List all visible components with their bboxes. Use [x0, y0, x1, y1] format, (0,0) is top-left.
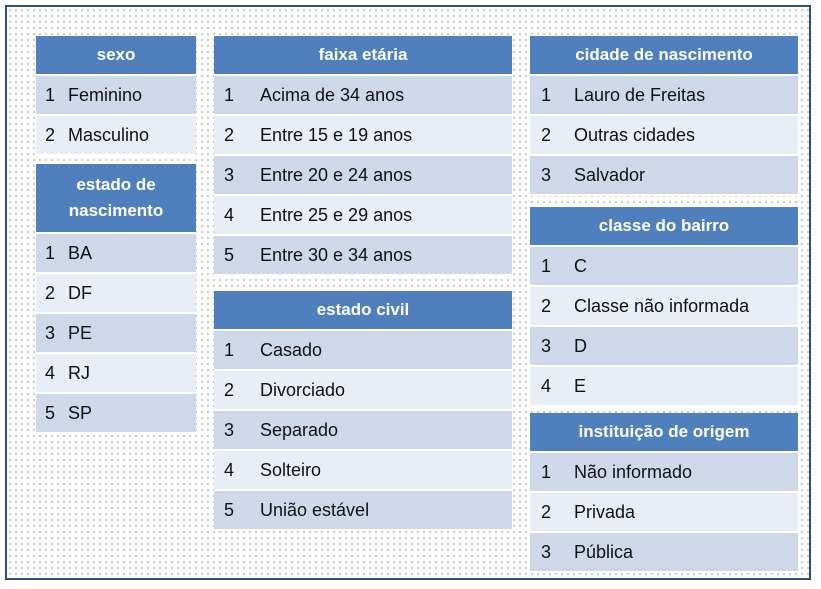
table-row: [530, 533, 798, 573]
row-number: 2: [223, 124, 234, 145]
row-label: RJ: [68, 362, 90, 383]
row-label: União estável: [260, 499, 370, 520]
row-number: 3: [540, 541, 551, 562]
row-label: Privada: [574, 501, 636, 522]
row-number: 3: [223, 164, 234, 185]
table-row: [36, 314, 196, 354]
row-number: 2: [540, 124, 551, 145]
row-number: 4: [540, 375, 551, 396]
row-label: Feminino: [68, 84, 143, 105]
row-label: Acima de 34 anos: [260, 84, 405, 105]
row-number: 3: [44, 322, 55, 343]
row-number: 4: [44, 362, 55, 383]
row-number: 1: [540, 255, 551, 276]
row-number: 1: [540, 461, 551, 482]
table-row: [214, 236, 512, 276]
row-label: Não informado: [574, 461, 693, 482]
table-classe-bairro: [530, 207, 798, 407]
table-sexo: [36, 36, 196, 156]
table-row: [214, 196, 512, 236]
table-row: [530, 493, 798, 533]
table-row: [530, 453, 798, 493]
row-label: Entre 20 e 24 anos: [260, 164, 413, 185]
table-header: estado civil: [214, 291, 512, 331]
table-row: [214, 331, 512, 371]
table-row: [530, 76, 798, 116]
table-header: classe do bairro: [530, 207, 798, 247]
table-header: cidade de nascimento: [530, 36, 798, 76]
table-row: [214, 411, 512, 451]
row-number: 3: [223, 419, 234, 440]
legend-panel: [5, 5, 811, 580]
row-number: 2: [540, 295, 551, 316]
row-label: Salvador: [574, 164, 646, 185]
row-number: 3: [540, 164, 551, 185]
table-estado-civil: [214, 291, 512, 531]
row-number: 2: [223, 379, 234, 400]
row-number: 1: [44, 84, 55, 105]
row-label: Masculino: [68, 124, 150, 145]
row-label: C: [574, 255, 587, 276]
table-row: [214, 371, 512, 411]
row-label: Outras cidades: [574, 124, 696, 145]
row-number: 2: [44, 124, 55, 145]
table-header: sexo: [36, 36, 196, 76]
row-label: PE: [68, 322, 93, 343]
row-label: SP: [68, 402, 93, 423]
row-label: Separado: [260, 419, 339, 440]
row-number: 1: [223, 339, 234, 360]
table-cidade-nascimento: [530, 36, 798, 196]
row-number: 1: [223, 84, 234, 105]
table-estado-nascimento: [36, 164, 196, 434]
row-label: E: [574, 375, 587, 396]
table-row: [214, 116, 512, 156]
row-number: 4: [223, 204, 234, 225]
row-label: Pública: [574, 541, 634, 562]
row-label: Solteiro: [260, 459, 322, 480]
row-label: Entre 25 e 29 anos: [260, 204, 413, 225]
table-instituicao-origem: [530, 413, 798, 573]
table-row: [530, 367, 798, 407]
table-row: [36, 354, 196, 394]
row-label: DF: [68, 282, 92, 303]
table-row: [530, 156, 798, 196]
row-number: 5: [223, 244, 234, 265]
row-number: 5: [44, 402, 55, 423]
table-faixa-etaria: [214, 36, 512, 276]
table-row: [530, 327, 798, 367]
table-row: [214, 491, 512, 531]
row-number: 1: [44, 242, 55, 263]
table-row: [36, 394, 196, 434]
table-header: instituição de origem: [530, 413, 798, 453]
table-row: [36, 116, 196, 156]
table-row: [530, 287, 798, 327]
row-label: Lauro de Freitas: [574, 84, 706, 105]
row-number: 1: [540, 84, 551, 105]
row-label: Classe não informada: [574, 295, 750, 316]
table-row: [530, 116, 798, 156]
table-row: [530, 247, 798, 287]
table-header: estado de nascimento: [36, 164, 196, 234]
table-row: [36, 76, 196, 116]
table-header: faixa etária: [214, 36, 512, 76]
row-number: 2: [540, 501, 551, 522]
row-number: 4: [223, 459, 234, 480]
row-number: 5: [223, 499, 234, 520]
table-row: [214, 76, 512, 116]
table-row: [214, 156, 512, 196]
row-number: 3: [540, 335, 551, 356]
row-label: Casado: [260, 339, 323, 360]
row-number: 2: [44, 282, 55, 303]
row-label: D: [574, 335, 587, 356]
row-label: Entre 30 e 34 anos: [260, 244, 413, 265]
table-row: [214, 451, 512, 491]
row-label: Entre 15 e 19 anos: [260, 124, 413, 145]
row-label: BA: [68, 242, 93, 263]
row-label: Divorciado: [260, 379, 346, 400]
table-row: [36, 274, 196, 314]
table-row: [36, 234, 196, 274]
